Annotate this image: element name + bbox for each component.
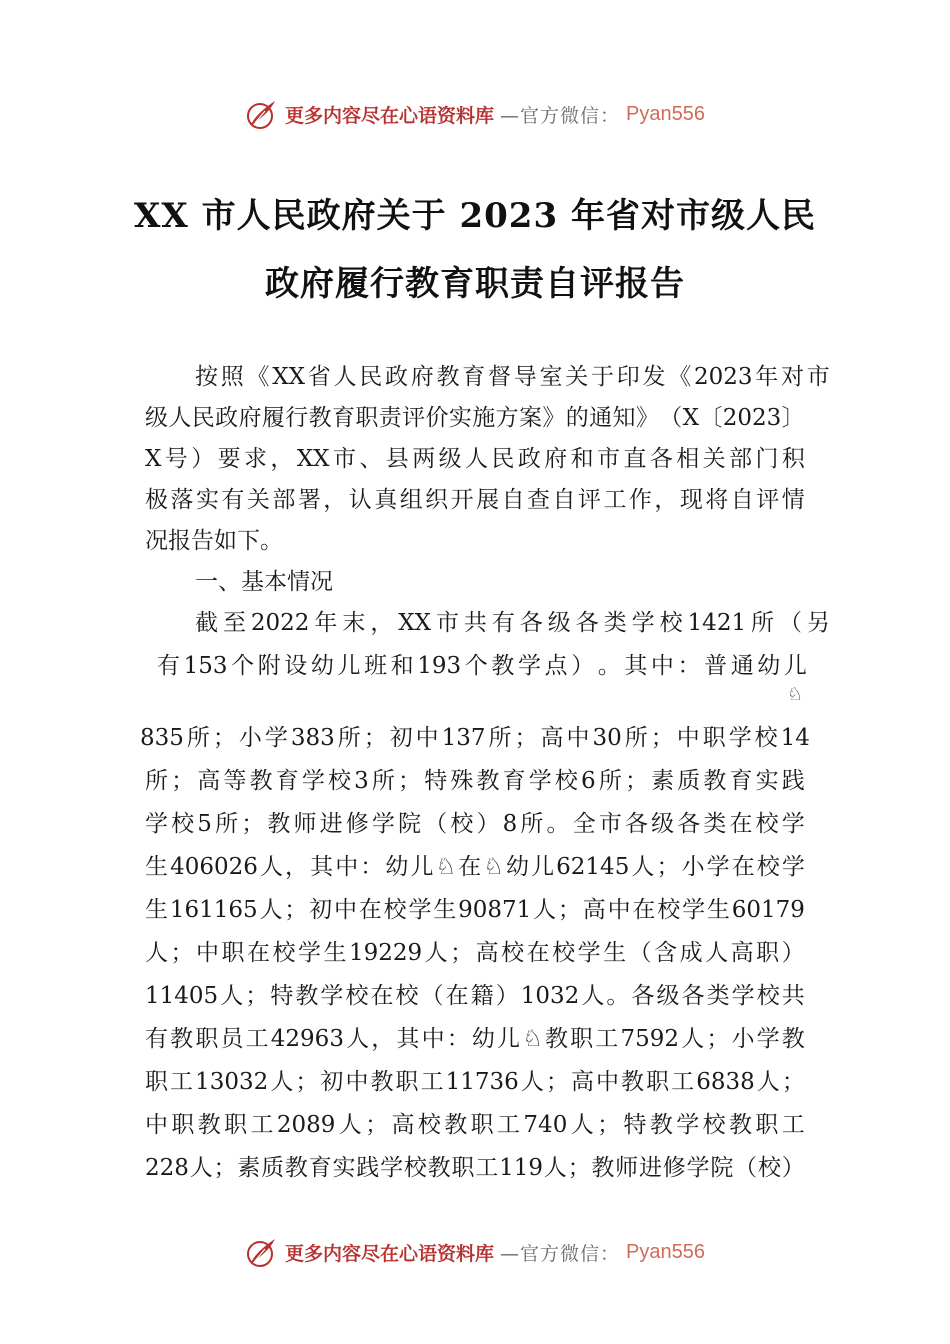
paragraph-line: 835 所 ； 小 学 383 所 ； 初 中 137 所 ； 高 中 30 所 ； 中 职 学 校 14 [140,725,810,751]
paragraph-line: 按 照 《 XX 省 人 民 政 府 教 育 督 导 室 关 于 印 发 《 2023 年 对 市 [195,364,830,390]
paragraph-line: 人 ； 中 职 在 校 学 生 19229 人 ； 高 校 在 校 学 生 （ 含 成 人 高 职 ） [145,940,805,966]
document-title-line-1: XX 市人民政府关于 2023 年省对市级人民 [134,196,816,236]
banner-wechat-id: Pyan556 [626,102,705,125]
paragraph-line: 有 教 职 员 工 42963 人 ， 其 中 ： 幼 儿 ♘ 教 职 工 7592 人 ； 小 学 教 [145,1026,805,1052]
document-title-line-2: 政府履行教育职责自评报告 [265,264,685,304]
banner-sub-text: —官方微信： [500,104,621,127]
paragraph-line: 学 校 5 所 ； 教 师 进 修 学 院 （ 校 ） 8 所 。 全 市 各 级 各 类 在 校 学 [145,811,805,837]
header-watermark-banner [0,94,950,134]
paragraph-line: 况报告如下。 [145,528,283,554]
section-heading: 一、基本情况 [195,569,333,595]
paragraph-line: 极 落 实 有 关 部 署 ， 认 真 组 织 开 展 自 查 自 评 工 作 ， 现 将 自 评 情 [145,487,805,513]
paragraph-line: X 号 ） 要 求 ， XX 市 、 县 两 级 人 民 政 府 和 市 直 各 相 关 部 门 积 [145,446,805,472]
broken-glyph: ♘ [787,684,804,705]
paragraph-line: 职 工 13032 人 ； 初 中 教 职 工 11736 人 ； 高 中 教 职 工 6838 人 ； [145,1069,805,1095]
paragraph-line: 中 职 教 职 工 2089 人 ； 高 校 教 职 工 740 人 ； 特 教 学 校 教 职 工 [145,1112,805,1138]
paragraph-line: 有 153 个 附 设 幼 儿 班 和 193 个 教 学 点 ） 。 其 中 ： 普 通 幼 儿 [157,653,807,679]
banner-wechat-id: Pyan556 [626,1240,705,1263]
quill-logo-icon [245,97,279,131]
paragraph-line: 生 161165 人 ； 初 中 在 校 学 生 90871 人 ； 高 中 在 校 学 生 60179 [145,897,805,923]
paragraph-line: 级 人 民 政 府 履 行 教 育 职 责 评 价 实 施 方 案 》 的 通 知 》 （ X 〔 2023 〕 [145,405,805,431]
paragraph-line: 截 至 2022 年 末 ， XX 市 共 有 各 级 各 类 学 校 1421 所 （ 另 [195,610,830,636]
paragraph-line: 228 人 ； 素 质 教 育 实 践 学 校 教 职 工 119 人 ； 教 师 进 修 学 院 （ 校 ） [145,1155,805,1181]
banner-sub-text: —官方微信： [500,1242,621,1265]
paragraph-line: 生 406026 人 ， 其 中 ： 幼 儿 ♘ 在 ♘ 幼 儿 62145 人 ； 小 学 在 校 学 [145,854,805,880]
banner-main-text: 更多内容尽在心语资料库 [285,104,495,127]
paragraph-line: 11405 人 ； 特 教 学 校 在 校 （ 在 籍 ） 1032 人 。 各 级 各 类 学 校 共 [145,983,805,1009]
banner-main-text: 更多内容尽在心语资料库 [285,1242,495,1265]
paragraph-line: 所 ； 高 等 教 育 学 校 3 所 ； 特 殊 教 育 学 校 6 所 ； 素 质 教 育 实 践 [145,768,805,794]
quill-logo-icon [245,1235,279,1269]
footer-watermark-banner [0,1232,950,1272]
